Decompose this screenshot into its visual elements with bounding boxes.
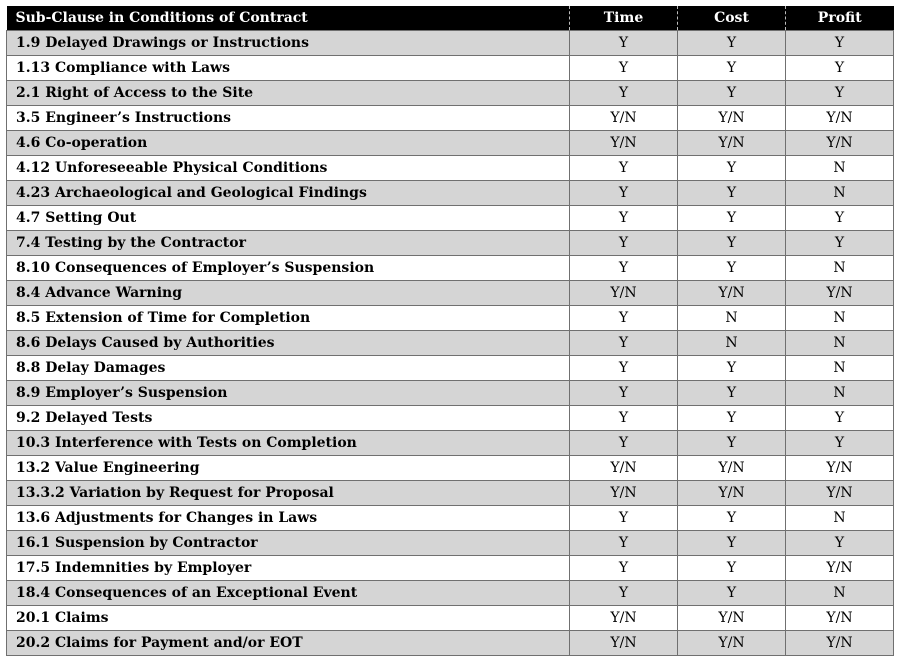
table-row: [7, 531, 894, 556]
table-body: [7, 31, 894, 656]
profit-cell: Y: [786, 206, 894, 231]
sub-clause-cell: 13.2 Value Engineering: [7, 456, 570, 481]
sub-clause-cell: 1.13 Compliance with Laws: [7, 56, 570, 81]
time-cell: Y: [570, 231, 678, 256]
cost-cell: N: [678, 331, 786, 356]
cost-cell: Y: [678, 31, 786, 56]
cost-cell: Y: [678, 56, 786, 81]
profit-cell: Y: [786, 31, 894, 56]
cost-cell: Y/N: [678, 131, 786, 156]
time-cell: Y: [570, 506, 678, 531]
cost-cell: Y/N: [678, 631, 786, 656]
cost-cell: Y/N: [678, 606, 786, 631]
cost-cell: Y: [678, 431, 786, 456]
time-cell: Y: [570, 531, 678, 556]
header-profit: Profit: [786, 6, 894, 31]
profit-cell: Y/N: [786, 481, 894, 506]
table-row: [7, 381, 894, 406]
sub-clause-cell: 20.2 Claims for Payment and/or EOT: [7, 631, 570, 656]
time-cell: Y: [570, 431, 678, 456]
table-row: [7, 406, 894, 431]
table-row: [7, 131, 894, 156]
sub-clause-cell: 4.23 Archaeological and Geological Findings: [7, 181, 570, 206]
sub-clause-cell: 8.5 Extension of Time for Completion: [7, 306, 570, 331]
cost-cell: Y: [678, 381, 786, 406]
cost-cell: N: [678, 306, 786, 331]
sub-clause-cell: 1.9 Delayed Drawings or Instructions: [7, 31, 570, 56]
profit-cell: N: [786, 381, 894, 406]
time-cell: Y/N: [570, 631, 678, 656]
sub-clause-cell: 4.7 Setting Out: [7, 206, 570, 231]
sub-clause-cell: 16.1 Suspension by Contractor: [7, 531, 570, 556]
time-cell: Y: [570, 81, 678, 106]
cost-cell: Y: [678, 81, 786, 106]
table-row: [7, 31, 894, 56]
cost-cell: Y: [678, 206, 786, 231]
sub-clause-cell: 3.5 Engineer’s Instructions: [7, 106, 570, 131]
time-cell: Y/N: [570, 106, 678, 131]
sub-clause-cell: 8.9 Employer’s Suspension: [7, 381, 570, 406]
profit-cell: Y: [786, 431, 894, 456]
profit-cell: Y: [786, 56, 894, 81]
cost-cell: Y: [678, 556, 786, 581]
table-row: [7, 456, 894, 481]
cost-cell: Y: [678, 581, 786, 606]
profit-cell: Y/N: [786, 631, 894, 656]
profit-cell: N: [786, 581, 894, 606]
table-row: [7, 231, 894, 256]
table-row: [7, 356, 894, 381]
table-row: [7, 606, 894, 631]
profit-cell: Y/N: [786, 106, 894, 131]
table-row: [7, 506, 894, 531]
sub-clause-cell: 18.4 Consequences of an Exceptional Event: [7, 581, 570, 606]
time-cell: Y: [570, 556, 678, 581]
time-cell: Y: [570, 381, 678, 406]
table-header: [7, 6, 894, 31]
table-row: [7, 631, 894, 656]
sub-clause-cell: 9.2 Delayed Tests: [7, 406, 570, 431]
cost-cell: Y: [678, 356, 786, 381]
sub-clause-cell: 10.3 Interference with Tests on Completion: [7, 431, 570, 456]
time-cell: Y: [570, 56, 678, 81]
cost-cell: Y: [678, 531, 786, 556]
header-sub-clause: Sub-Clause in Conditions of Contract: [7, 6, 570, 31]
sub-clause-cell: 20.1 Claims: [7, 606, 570, 631]
table-row: [7, 306, 894, 331]
table-row: [7, 481, 894, 506]
sub-clause-cell: 7.4 Testing by the Contractor: [7, 231, 570, 256]
cost-cell: Y: [678, 256, 786, 281]
sub-clause-cell: 13.6 Adjustments for Changes in Laws: [7, 506, 570, 531]
table-row: [7, 206, 894, 231]
time-cell: Y: [570, 181, 678, 206]
time-cell: Y/N: [570, 281, 678, 306]
cost-cell: Y/N: [678, 481, 786, 506]
sub-clause-cell: 8.4 Advance Warning: [7, 281, 570, 306]
cost-cell: Y: [678, 181, 786, 206]
header-cost: Cost: [678, 6, 786, 31]
table-row: [7, 56, 894, 81]
time-cell: Y: [570, 206, 678, 231]
profit-cell: N: [786, 331, 894, 356]
table-row: [7, 556, 894, 581]
time-cell: Y/N: [570, 606, 678, 631]
profit-cell: Y: [786, 81, 894, 106]
time-cell: Y: [570, 581, 678, 606]
cost-cell: Y/N: [678, 456, 786, 481]
table-row: [7, 581, 894, 606]
time-cell: Y: [570, 306, 678, 331]
sub-clause-cell: 17.5 Indemnities by Employer: [7, 556, 570, 581]
profit-cell: Y/N: [786, 556, 894, 581]
profit-cell: N: [786, 506, 894, 531]
table-row: [7, 81, 894, 106]
profit-cell: Y/N: [786, 281, 894, 306]
time-cell: Y: [570, 156, 678, 181]
cost-cell: Y/N: [678, 281, 786, 306]
profit-cell: N: [786, 306, 894, 331]
time-cell: Y: [570, 256, 678, 281]
profit-cell: Y: [786, 231, 894, 256]
cost-cell: Y: [678, 231, 786, 256]
sub-clause-entitlement-table: [6, 6, 894, 656]
table-row: [7, 256, 894, 281]
cost-cell: Y: [678, 406, 786, 431]
table-row: [7, 281, 894, 306]
time-cell: Y/N: [570, 481, 678, 506]
sub-clause-cell: 13.3.2 Variation by Request for Proposal: [7, 481, 570, 506]
profit-cell: Y/N: [786, 606, 894, 631]
profit-cell: Y/N: [786, 131, 894, 156]
profit-cell: N: [786, 256, 894, 281]
sub-clause-cell: 8.6 Delays Caused by Authorities: [7, 331, 570, 356]
sub-clause-cell: 4.12 Unforeseeable Physical Conditions: [7, 156, 570, 181]
profit-cell: Y: [786, 531, 894, 556]
table-row: [7, 181, 894, 206]
profit-cell: N: [786, 356, 894, 381]
time-cell: Y: [570, 31, 678, 56]
table-row: [7, 331, 894, 356]
sub-clause-cell: 4.6 Co-operation: [7, 131, 570, 156]
table-row: [7, 431, 894, 456]
profit-cell: N: [786, 156, 894, 181]
time-cell: Y: [570, 406, 678, 431]
time-cell: Y/N: [570, 131, 678, 156]
time-cell: Y: [570, 331, 678, 356]
sub-clause-cell: 8.10 Consequences of Employer’s Suspension: [7, 256, 570, 281]
sub-clause-cell: 2.1 Right of Access to the Site: [7, 81, 570, 106]
table-row: [7, 156, 894, 181]
header-row: [7, 6, 894, 31]
contract-table-wrapper: [6, 6, 894, 656]
header-time: Time: [570, 6, 678, 31]
cost-cell: Y: [678, 156, 786, 181]
profit-cell: N: [786, 181, 894, 206]
time-cell: Y/N: [570, 456, 678, 481]
time-cell: Y: [570, 356, 678, 381]
profit-cell: Y/N: [786, 456, 894, 481]
table-row: [7, 106, 894, 131]
sub-clause-cell: 8.8 Delay Damages: [7, 356, 570, 381]
cost-cell: Y: [678, 506, 786, 531]
profit-cell: Y: [786, 406, 894, 431]
cost-cell: Y/N: [678, 106, 786, 131]
